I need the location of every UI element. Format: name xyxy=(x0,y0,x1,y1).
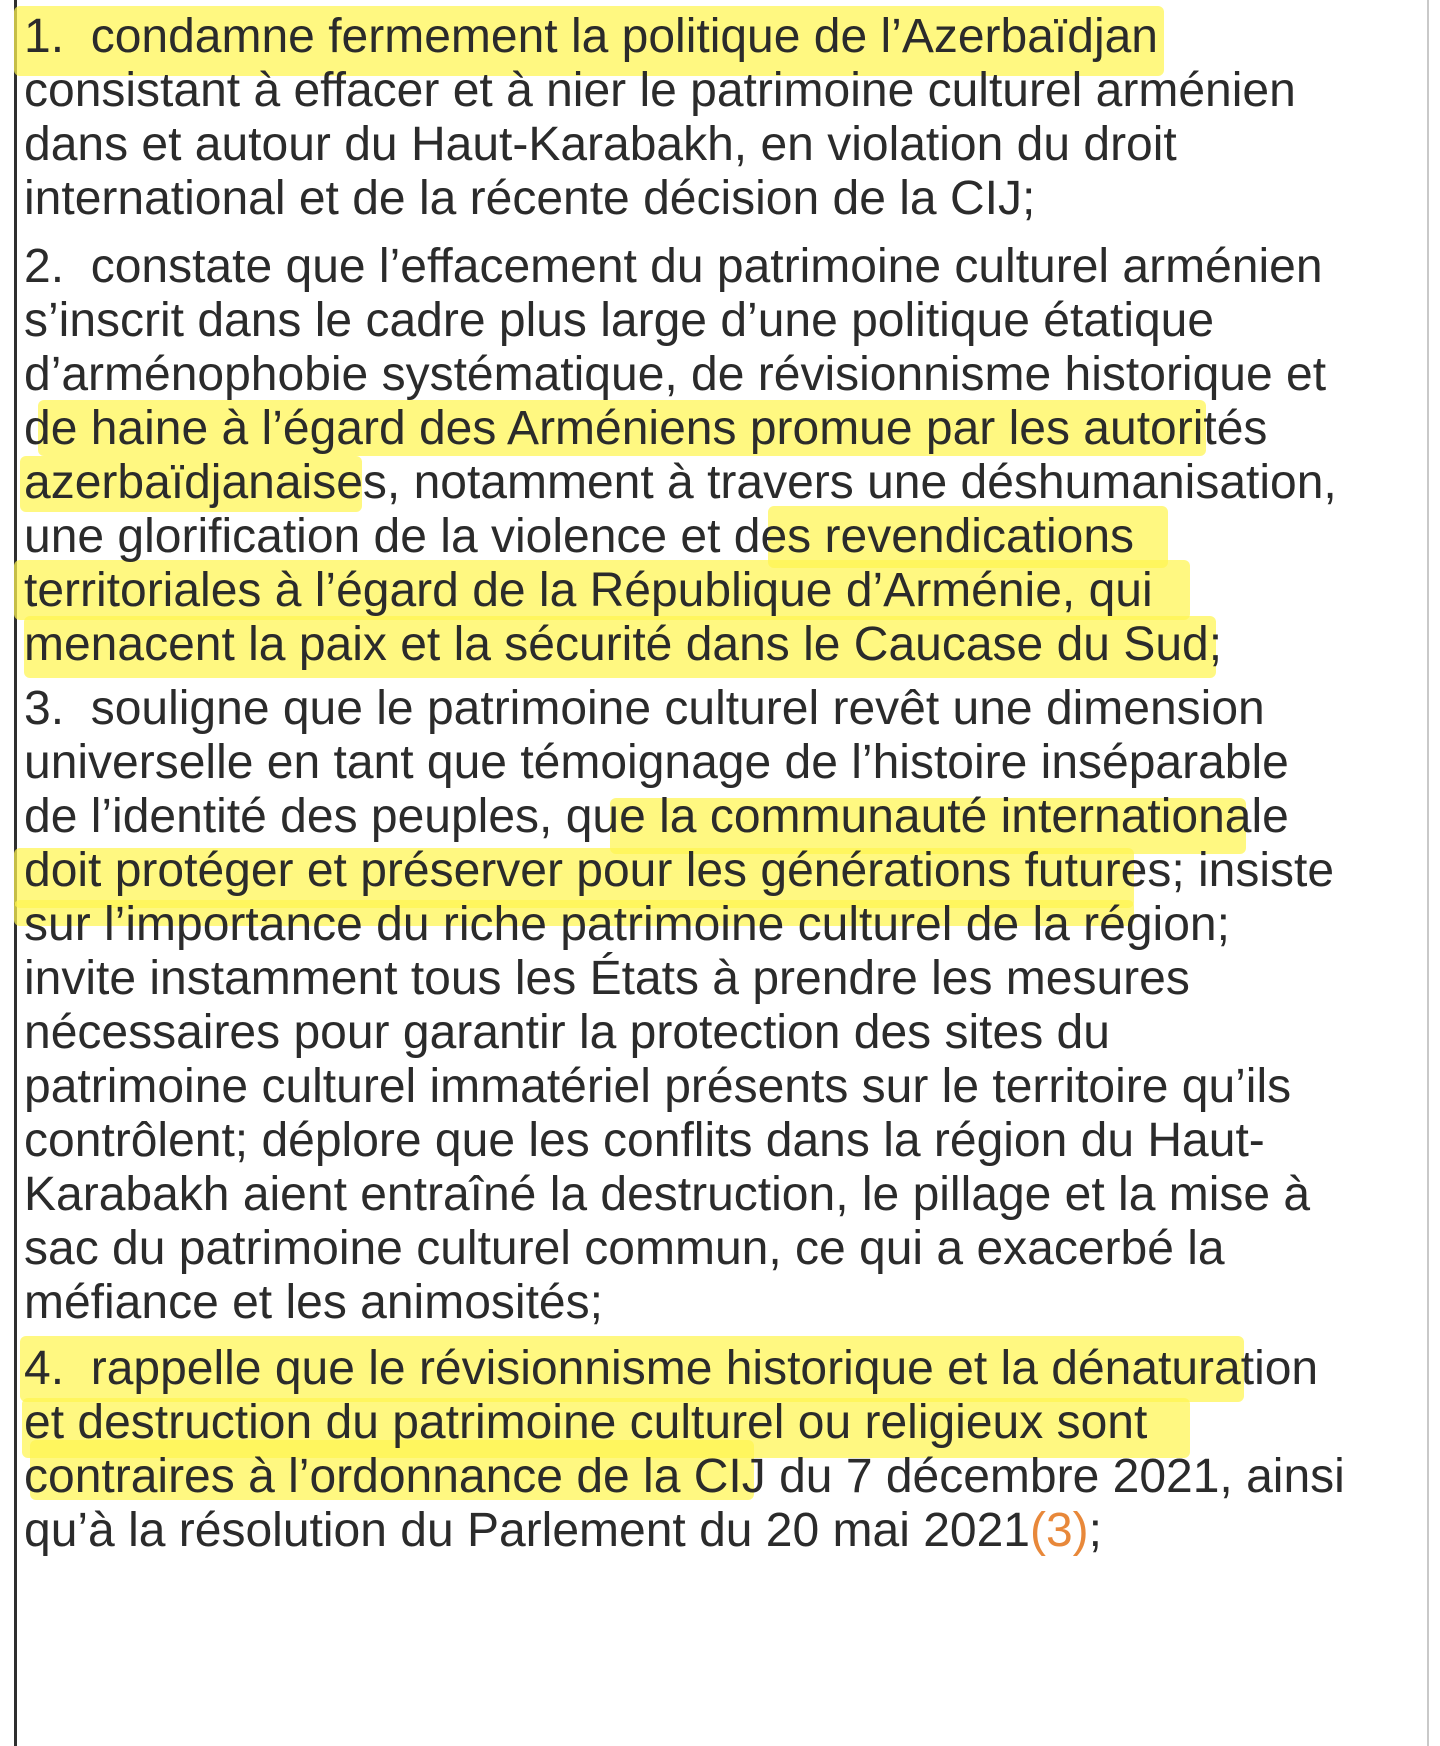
paragraph-line: invite instamment tous les États à prendre les mesures xyxy=(24,952,1190,1005)
paragraph-line: s’inscrit dans le cadre plus large d’une politique étatique xyxy=(24,294,1215,347)
paragraph-line: qu’à la résolution du Parlement du 20 mai 2021(3); xyxy=(24,1504,1102,1557)
paragraph-line: nécessaires pour garantir la protection des sites du xyxy=(24,1006,1110,1059)
paragraph-line: universelle en tant que témoignage de l’histoire inséparable xyxy=(24,736,1289,789)
paragraph-line: international et de la récente décision de la CIJ; xyxy=(24,172,1036,225)
paragraph-line: Karabakh aient entraîné la destruction, le pillage et la mise à xyxy=(24,1168,1311,1221)
paragraph-line: contraires à l’ordonnance de la CIJ du 7 décembre 2021, ainsi xyxy=(24,1450,1345,1503)
paragraph-line: et destruction du patrimoine culturel ou religieux sont xyxy=(24,1396,1148,1449)
paragraph-line: de l’identité des peuples, que la communauté internationale xyxy=(24,790,1289,843)
paragraph-line: consistant à effacer et à nier le patrimoine culturel arménien xyxy=(24,64,1296,117)
paragraph-line: dans et autour du Haut-Karabakh, en violation du droit xyxy=(24,118,1177,171)
paragraph-line: patrimoine culturel immatériel présents sur le territoire qu’ils xyxy=(24,1060,1292,1113)
paragraph-number: 4. xyxy=(24,1342,65,1395)
footnote-link[interactable]: (3) xyxy=(1029,1504,1089,1557)
paragraph-line: une glorification de la violence et des revendications xyxy=(24,510,1135,563)
right-border xyxy=(1427,0,1429,1746)
paragraph-line: 4. rappelle que le révisionnisme historique et la dénaturation xyxy=(24,1342,1319,1395)
paragraph-line: azerbaïdjanaises, notamment à travers une déshumanisation, xyxy=(24,456,1337,509)
paragraph-line: sac du patrimoine culturel commun, ce qui a exacerbé la xyxy=(24,1222,1225,1275)
paragraph-line: de haine à l’égard des Arméniens promue par les autorités xyxy=(24,402,1268,455)
paragraph-number: 2. xyxy=(24,240,65,293)
paragraph-line: sur l’importance du riche patrimoine culturel de la région; xyxy=(24,898,1230,951)
paragraph-number: 1. xyxy=(24,10,65,63)
paragraph-line: menacent la paix et la sécurité dans le Caucase du Sud; xyxy=(24,618,1223,671)
paragraph-line: 2. constate que l’effacement du patrimoine culturel arménien xyxy=(24,240,1323,293)
paragraph-line: 3. souligne que le patrimoine culturel revêt une dimension xyxy=(24,682,1265,735)
paragraph-number: 3. xyxy=(24,682,65,735)
paragraph-line: contrôlent; déplore que les conflits dans la région du Haut- xyxy=(24,1114,1265,1167)
paragraph-line: d’arménophobie systématique, de révisionnisme historique et xyxy=(24,348,1327,401)
paragraph-line: doit protéger et préserver pour les générations futures; insiste xyxy=(24,844,1335,897)
paragraph-line: 1. condamne fermement la politique de l’Azerbaïdjan xyxy=(24,10,1158,63)
paragraph-line: méfiance et les animosités; xyxy=(24,1276,603,1329)
paragraph-line: territoriales à l’égard de la République d’Arménie, qui xyxy=(24,564,1153,617)
